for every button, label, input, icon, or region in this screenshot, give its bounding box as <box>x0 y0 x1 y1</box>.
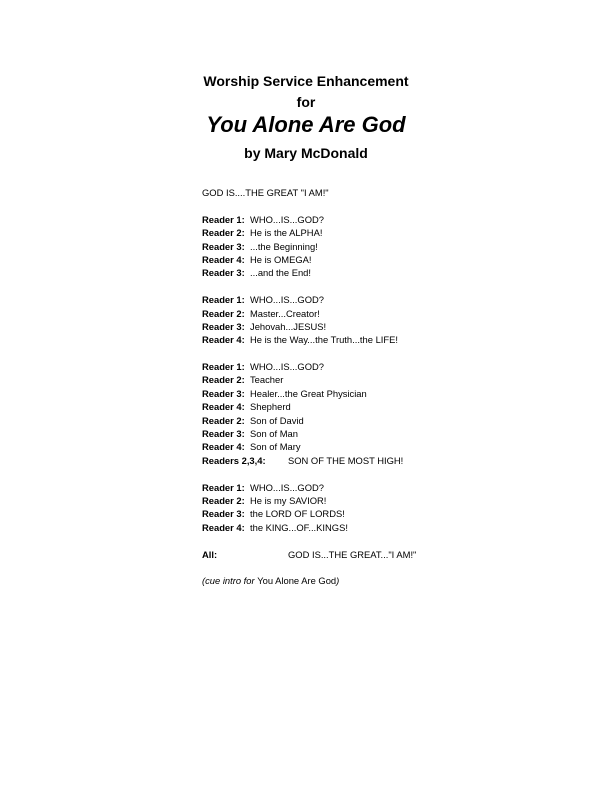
line-text: He is the ALPHA! <box>250 227 323 239</box>
line-text: Son of Man <box>250 428 298 440</box>
speaker-label: Reader 4: <box>202 401 245 413</box>
opening-line: GOD IS....THE GREAT "I AM!" <box>202 187 329 198</box>
song-title: You Alone Are God <box>206 112 406 137</box>
speaker-label: Reader 3: <box>202 508 245 520</box>
speaker-label: Reader 3: <box>202 320 245 332</box>
script-line <box>202 440 582 453</box>
line-text: WHO...IS...GOD? <box>250 213 324 225</box>
line-text: WHO...IS...GOD? <box>250 481 324 493</box>
script-line <box>202 454 582 467</box>
speaker-label: Reader 1: <box>202 213 245 225</box>
speaker-label: Reader 2: <box>202 307 245 319</box>
line-text: He is the Way...the Truth...the LIFE! <box>250 334 398 346</box>
script-line <box>202 266 582 279</box>
line-text: GOD IS...THE GREAT..."I AM!" <box>288 548 417 560</box>
document-heading: Worship Service Enhancement <box>203 73 409 89</box>
speaker-label: Reader 3: <box>202 387 245 399</box>
cue-song: You Alone Are God <box>257 575 337 587</box>
speaker-label: Reader 2: <box>202 227 245 239</box>
line-text: Son of David <box>250 414 304 426</box>
speaker-label: Readers 2,3,4: <box>202 454 266 466</box>
line-text: SON OF THE MOST HIGH! <box>288 454 404 466</box>
script-line <box>202 253 582 266</box>
line-text: WHO...IS...GOD? <box>250 361 324 373</box>
speaker-label: Reader 4: <box>202 334 245 346</box>
speaker-label: All: <box>202 548 218 560</box>
speaker-label: Reader 2: <box>202 494 245 506</box>
speaker-label: Reader 1: <box>202 361 245 373</box>
speaker-label: Reader 3: <box>202 428 245 440</box>
document-heading-for: for <box>296 94 316 110</box>
script-line <box>202 507 582 520</box>
script-line <box>202 240 582 253</box>
script-line <box>202 226 582 239</box>
script-line <box>202 213 582 226</box>
speaker-label: Reader 2: <box>202 414 245 426</box>
script-line <box>202 387 582 400</box>
script-line <box>202 293 582 306</box>
line-text: Shepherd <box>250 401 291 413</box>
speaker-label: Reader 4: <box>202 253 245 265</box>
cue-suffix: ) <box>336 575 340 587</box>
script-line <box>202 427 582 440</box>
line-text: He is OMEGA! <box>250 253 312 265</box>
line-text: Teacher <box>250 374 284 386</box>
speaker-label: Reader 1: <box>202 481 245 493</box>
speaker-label: Reader 4: <box>202 521 245 533</box>
line-text: WHO...IS...GOD? <box>250 294 324 306</box>
speaker-label: Reader 3: <box>202 240 245 252</box>
script-line <box>202 360 582 373</box>
script-line <box>202 494 582 507</box>
cue-prefix: (cue intro for <box>202 575 258 587</box>
script-line <box>202 400 582 413</box>
line-text: the LORD OF LORDS! <box>250 508 345 520</box>
speaker-label: Reader 2: <box>202 374 245 386</box>
line-text: Jehovah...JESUS! <box>250 320 327 332</box>
line-text: ...the Beginning! <box>250 240 318 252</box>
speaker-label: Reader 1: <box>202 294 245 306</box>
script-line <box>202 320 582 333</box>
line-text: He is my SAVIOR! <box>250 494 327 506</box>
speaker-label: Reader 4: <box>202 441 245 453</box>
reading-script <box>202 186 582 588</box>
script-line <box>202 333 582 346</box>
script-line <box>202 414 582 427</box>
line-text: Son of Mary <box>250 441 301 453</box>
all-line <box>202 548 582 561</box>
line-text: the KING...OF...KINGS! <box>250 521 348 533</box>
script-line <box>202 307 582 320</box>
script-line <box>202 481 582 494</box>
script-line <box>202 373 582 386</box>
speaker-label: Reader 3: <box>202 267 245 279</box>
line-text: Master...Creator! <box>250 307 320 319</box>
line-text: Healer...the Great Physician <box>250 387 367 399</box>
author-line: by Mary McDonald <box>244 145 368 161</box>
line-text: ...and the End! <box>250 267 311 279</box>
script-line <box>202 521 582 534</box>
cue-note <box>202 574 582 587</box>
